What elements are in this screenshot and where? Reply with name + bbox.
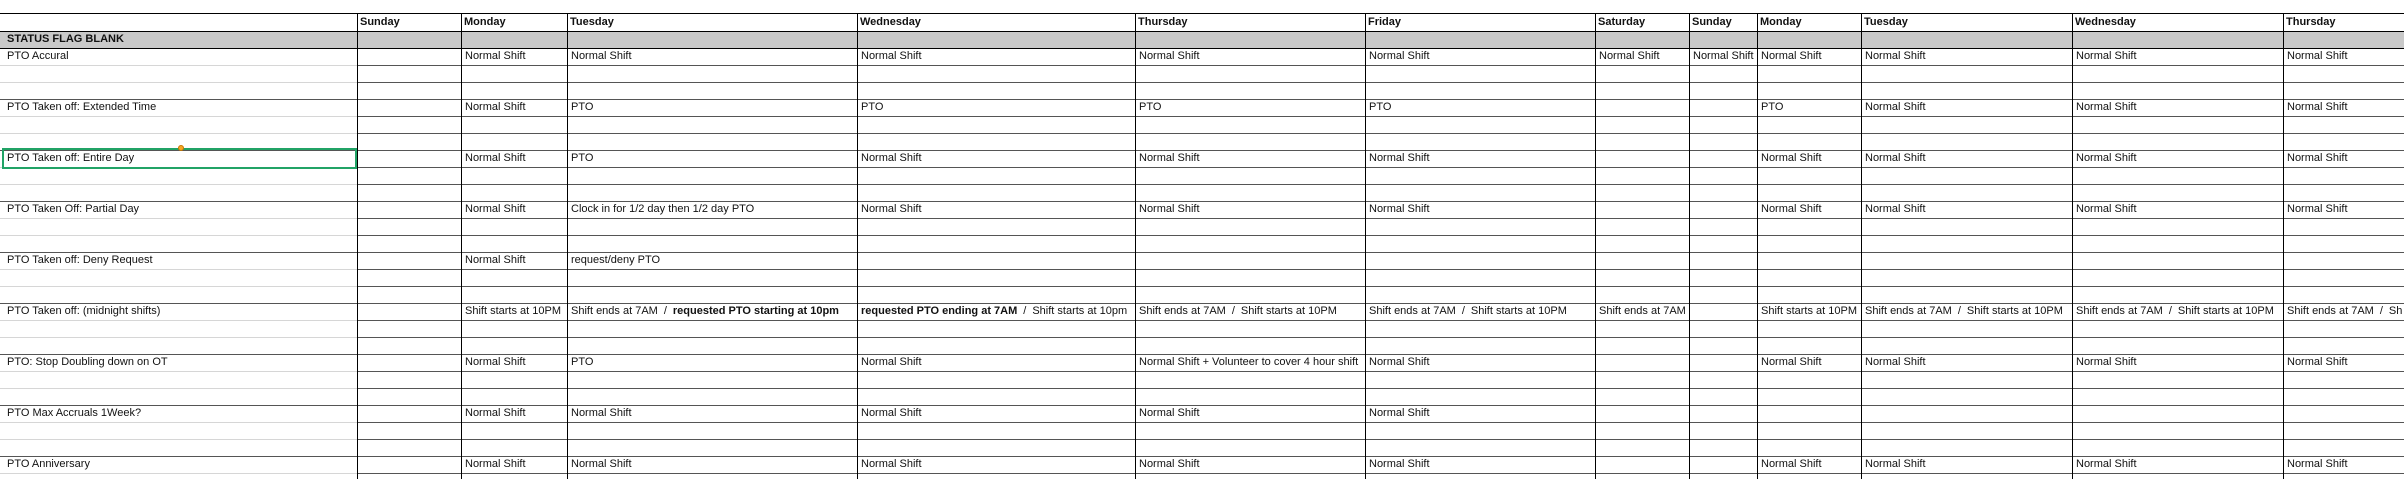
status-flag-label: STATUS FLAG BLANK [7, 33, 124, 45]
schedule-cell[interactable] [1690, 201, 1757, 218]
cell-text: Normal Shift [465, 203, 526, 215]
row-gridline [0, 184, 2404, 185]
schedule-cell[interactable] [2284, 150, 2404, 167]
label-gridline [0, 439, 357, 440]
cell-text: Normal Shift [2076, 356, 2137, 368]
row-gridline [0, 218, 2404, 219]
schedule-cell[interactable] [462, 150, 567, 167]
label-gridline [0, 133, 357, 134]
cell-text: Normal Shift [1369, 152, 1430, 164]
schedule-cell[interactable] [1862, 252, 2072, 269]
schedule-cell[interactable] [358, 354, 461, 371]
row-label[interactable]: PTO Max Accruals 1Week? [7, 407, 142, 419]
schedule-cell[interactable] [1862, 303, 2072, 320]
schedule-cell[interactable] [1862, 456, 2072, 473]
cell-text: Normal Shift [465, 101, 526, 113]
schedule-cell[interactable] [462, 252, 567, 269]
schedule-cell[interactable] [858, 201, 1135, 218]
schedule-cell[interactable] [462, 99, 567, 116]
day-header[interactable]: Saturday [1598, 16, 1646, 28]
schedule-cell[interactable] [358, 99, 461, 116]
schedule-cell[interactable] [1690, 456, 1757, 473]
cell-text: Normal Shift [465, 152, 526, 164]
schedule-cell[interactable] [1862, 150, 2072, 167]
schedule-cell[interactable] [1136, 150, 1365, 167]
schedule-cell[interactable] [1366, 354, 1595, 371]
cell-text: Normal Shift [465, 458, 526, 470]
row-gridline [0, 65, 2404, 66]
day-header[interactable]: Wednesday [860, 16, 921, 28]
day-header[interactable]: Thursday [2286, 16, 2336, 28]
row-gridline [0, 82, 2404, 83]
row-gridline [0, 235, 2404, 236]
schedule-cell[interactable] [2073, 201, 2283, 218]
schedule-cell[interactable] [1596, 150, 1689, 167]
cell-text: Normal Shift [1139, 458, 1200, 470]
day-header[interactable]: Wednesday [2075, 16, 2136, 28]
schedule-cell[interactable] [358, 303, 461, 320]
row-label[interactable]: PTO Taken off: Entire Day [7, 152, 135, 164]
schedule-cell[interactable] [1366, 150, 1595, 167]
row-label[interactable]: PTO Taken off: Extended Time [7, 101, 157, 113]
cell-text: PTO [571, 356, 594, 368]
schedule-cell[interactable] [1596, 405, 1689, 422]
schedule-cell[interactable] [1690, 303, 1757, 320]
schedule-cell[interactable] [2073, 150, 2283, 167]
schedule-cell[interactable] [1366, 303, 1595, 320]
row-label[interactable]: PTO Taken Off: Partial Day [7, 203, 140, 215]
status-band [0, 31, 2404, 48]
cell-text: Normal Shift [465, 50, 526, 62]
row-label[interactable]: PTO Taken off: (midnight shifts) [7, 305, 161, 317]
row-label[interactable]: PTO Taken off: Deny Request [7, 254, 153, 266]
schedule-cell[interactable] [1758, 252, 1861, 269]
schedule-cell[interactable] [358, 252, 461, 269]
schedule-cell[interactable] [462, 303, 567, 320]
separator: / [1023, 305, 1027, 317]
row-gridline [0, 337, 2404, 338]
label-gridline [0, 473, 357, 474]
schedule-cell[interactable] [858, 48, 1135, 65]
cell-text: Normal Shift [1865, 50, 1926, 62]
row-gridline [0, 13, 2404, 14]
schedule-cell[interactable] [1862, 99, 2072, 116]
schedule-cell[interactable] [1862, 354, 2072, 371]
cell-text: Normal Shift [2076, 152, 2137, 164]
row-gridline [0, 116, 2404, 117]
cell-text: Normal Shift [2287, 101, 2348, 113]
cell-text: Shift ends at 7AM [2287, 305, 2374, 317]
schedule-cell[interactable] [858, 99, 1135, 116]
schedule-cell[interactable] [1596, 354, 1689, 371]
cell-text: Normal Shift [2287, 152, 2348, 164]
cell-text: Normal Shift [1761, 458, 1822, 470]
cell-text: Normal Shift [1865, 203, 1926, 215]
day-header[interactable]: Sunday [1692, 16, 1732, 28]
cell-text: Normal Shift [1761, 203, 1822, 215]
schedule-cell[interactable] [2073, 405, 2283, 422]
cell-text: Clock in for 1/2 day then 1/2 day PTO [571, 203, 755, 215]
cell-text: Normal Shift [1761, 356, 1822, 368]
cell-text: Normal Shift [861, 152, 922, 164]
cell-text: Normal Shift [1865, 458, 1926, 470]
schedule-cell[interactable] [1136, 48, 1365, 65]
cell-text: Normal Shift [465, 407, 526, 419]
cell-text: Normal Shift [1865, 101, 1926, 113]
cell-text: Normal Shift [2287, 50, 2348, 62]
schedule-cell[interactable] [1136, 456, 1365, 473]
schedule-cell[interactable] [1136, 405, 1365, 422]
cell-text: Normal Shift [1599, 50, 1660, 62]
cell-text: Normal Shift [2076, 50, 2137, 62]
schedule-cell[interactable] [2073, 303, 2283, 320]
schedule-cell[interactable] [2073, 354, 2283, 371]
day-header[interactable]: Tuesday [570, 16, 614, 28]
schedule-cell[interactable] [1366, 456, 1595, 473]
schedule-cell[interactable] [462, 456, 567, 473]
label-gridline [0, 388, 357, 389]
row-gridline [0, 31, 2404, 32]
schedule-cell[interactable] [462, 48, 567, 65]
cell-text: Normal Shift [861, 50, 922, 62]
schedule-cell[interactable] [858, 456, 1135, 473]
schedule-cell[interactable] [2284, 303, 2404, 320]
schedule-cell[interactable] [1758, 405, 1861, 422]
schedule-cell[interactable] [2284, 48, 2404, 65]
cell-text: Sh [2388, 305, 2403, 317]
cell-text: Normal Shift + Volunteer to cover 4 hour shift [1139, 356, 1359, 368]
row-label[interactable]: PTO Accural [7, 50, 69, 62]
label-gridline [0, 65, 357, 66]
cell-text: Normal Shift [1369, 458, 1430, 470]
schedule-cell[interactable] [1136, 354, 1365, 371]
schedule-cell[interactable] [858, 303, 1135, 320]
cell-text: Normal Shift [861, 356, 922, 368]
day-header[interactable]: Tuesday [1864, 16, 1908, 28]
schedule-cell[interactable] [1136, 252, 1365, 269]
row-gridline [0, 371, 2404, 372]
cell-text: Normal Shift [1369, 407, 1430, 419]
cell-text: Normal Shift [2287, 356, 2348, 368]
schedule-cell[interactable] [462, 405, 567, 422]
cell-text: Shift starts at 10PM [465, 305, 561, 317]
schedule-cell[interactable] [858, 405, 1135, 422]
cell-text: Shift starts at 10PM [1761, 305, 1857, 317]
schedule-cell[interactable] [1862, 405, 2072, 422]
label-gridline [0, 218, 357, 219]
day-header[interactable]: Monday [464, 16, 506, 28]
schedule-cell[interactable] [1366, 405, 1595, 422]
cell-text: Normal Shift [1761, 152, 1822, 164]
cell-text: Normal Shift [861, 458, 922, 470]
schedule-cell[interactable] [568, 456, 857, 473]
cell-text: Normal Shift [2076, 458, 2137, 470]
schedule-cell[interactable] [1136, 99, 1365, 116]
cell-text: request/deny PTO [571, 254, 661, 266]
row-gridline [0, 422, 2404, 423]
cell-text: Shift starts at 10pm [1032, 305, 1128, 317]
cell-text: Shift starts at 10PM [1240, 305, 1337, 317]
row-gridline [0, 269, 2404, 270]
cell-text: Normal Shift [2287, 203, 2348, 215]
cell-text: requested PTO ending at 7AM [861, 305, 1018, 317]
label-gridline [0, 184, 357, 185]
schedule-cell[interactable] [1758, 201, 1861, 218]
day-header[interactable]: Friday [1368, 16, 1402, 28]
schedule-cell[interactable] [1862, 48, 2072, 65]
cell-text: PTO [1369, 101, 1392, 113]
cell-text: Normal Shift [465, 254, 526, 266]
schedule-cell[interactable] [2284, 201, 2404, 218]
cell-text: Shift ends at 7AM [1599, 305, 1686, 317]
separator: / [2168, 305, 2172, 317]
label-gridline [0, 371, 357, 372]
cell-text: Shift starts at 10PM [1966, 305, 2063, 317]
schedule-cell[interactable] [1366, 201, 1595, 218]
schedule-cell[interactable] [462, 354, 567, 371]
cell-text: requested PTO starting at 10pm [672, 305, 839, 317]
day-header[interactable]: Sunday [360, 16, 400, 28]
schedule-cell[interactable] [2073, 252, 2283, 269]
schedule-cell[interactable] [1596, 201, 1689, 218]
label-gridline [0, 269, 357, 270]
schedule-cell[interactable] [1758, 303, 1861, 320]
schedule-cell[interactable] [2284, 354, 2404, 371]
schedule-cell[interactable] [1690, 150, 1757, 167]
separator: / [1957, 305, 1961, 317]
schedule-cell[interactable] [1366, 252, 1595, 269]
schedule-cell[interactable] [858, 252, 1135, 269]
separator: / [2379, 305, 2383, 317]
schedule-cell[interactable] [2073, 456, 2283, 473]
cell-text: Normal Shift [465, 356, 526, 368]
schedule-cell[interactable] [1758, 456, 1861, 473]
schedule-cell[interactable] [2284, 99, 2404, 116]
cell-text: Normal Shift [2076, 203, 2137, 215]
schedule-cell[interactable] [2284, 252, 2404, 269]
schedule-cell[interactable] [568, 99, 857, 116]
schedule-cell[interactable] [1596, 48, 1689, 65]
cell-text: Shift ends at 7AM [1865, 305, 1952, 317]
cell-text: Normal Shift [571, 407, 632, 419]
separator: / [1461, 305, 1465, 317]
schedule-cell[interactable] [568, 201, 857, 218]
schedule-cell[interactable] [358, 150, 461, 167]
schedule-cell[interactable] [1690, 48, 1757, 65]
schedule-cell[interactable] [1596, 99, 1689, 116]
schedule-cell[interactable] [568, 252, 857, 269]
schedule-cell[interactable] [2284, 405, 2404, 422]
row-label[interactable]: PTO Anniversary [7, 458, 90, 470]
row-gridline [0, 133, 2404, 134]
schedule-cell[interactable] [1862, 201, 2072, 218]
cell-text: Normal Shift [1369, 203, 1430, 215]
cell-text: Normal Shift [1693, 50, 1754, 62]
schedule-cell[interactable] [1596, 252, 1689, 269]
cell-text: PTO [1761, 101, 1784, 113]
cell-text: PTO [861, 101, 884, 113]
schedule-cell[interactable] [1758, 150, 1861, 167]
label-gridline [0, 422, 357, 423]
schedule-cell[interactable] [1136, 201, 1365, 218]
cell-text: Shift ends at 7AM [2076, 305, 2163, 317]
cell-text: Normal Shift [571, 458, 632, 470]
row-gridline [0, 286, 2404, 287]
schedule-cell[interactable] [1690, 252, 1757, 269]
day-header[interactable]: Monday [1760, 16, 1802, 28]
schedule-cell[interactable] [568, 48, 857, 65]
cell-text: Normal Shift [1865, 152, 1926, 164]
schedule-cell[interactable] [568, 303, 857, 320]
cell-text: PTO [1139, 101, 1162, 113]
row-gridline [0, 473, 2404, 474]
schedule-cell[interactable] [568, 405, 857, 422]
row-gridline [0, 167, 2404, 168]
schedule-cell[interactable] [1758, 99, 1861, 116]
cell-text: PTO [571, 152, 594, 164]
cell-text: Normal Shift [1761, 50, 1822, 62]
cell-text: Normal Shift [571, 50, 632, 62]
cell-text: Normal Shift [861, 407, 922, 419]
schedule-cell[interactable] [358, 201, 461, 218]
cell-text: Normal Shift [1139, 203, 1200, 215]
label-gridline [0, 286, 357, 287]
cell-text: Normal Shift [1139, 407, 1200, 419]
label-gridline [0, 337, 357, 338]
schedule-cell[interactable] [462, 201, 567, 218]
schedule-cell[interactable] [568, 150, 857, 167]
schedule-cell[interactable] [858, 354, 1135, 371]
schedule-cell[interactable] [2073, 48, 2283, 65]
schedule-cell[interactable] [1596, 303, 1689, 320]
cell-text: Normal Shift [1369, 356, 1430, 368]
label-gridline [0, 235, 357, 236]
schedule-cell[interactable] [1690, 354, 1757, 371]
label-gridline [0, 320, 357, 321]
cell-text: Normal Shift [1369, 50, 1430, 62]
schedule-cell[interactable] [1758, 48, 1861, 65]
schedule-cell[interactable] [858, 150, 1135, 167]
cell-text: Shift ends at 7AM [1139, 305, 1226, 317]
schedule-cell[interactable] [358, 456, 461, 473]
separator: / [663, 305, 667, 317]
schedule-cell[interactable] [1596, 456, 1689, 473]
schedule-cell[interactable] [2284, 456, 2404, 473]
row-gridline [0, 388, 2404, 389]
cell-text: Shift starts at 10PM [2177, 305, 2274, 317]
selection-handle[interactable] [178, 145, 184, 151]
separator: / [1231, 305, 1235, 317]
day-header[interactable]: Thursday [1138, 16, 1188, 28]
cell-text: Shift starts at 10PM [1470, 305, 1567, 317]
cell-text: Normal Shift [2287, 458, 2348, 470]
cell-text: Normal Shift [1865, 356, 1926, 368]
cell-text: Shift ends at 7AM [1369, 305, 1456, 317]
schedule-cell[interactable] [1366, 99, 1595, 116]
schedule-cell[interactable] [1690, 405, 1757, 422]
schedule-cell[interactable] [358, 48, 461, 65]
cell-text: Normal Shift [1139, 50, 1200, 62]
row-gridline [0, 439, 2404, 440]
schedule-cell[interactable] [1366, 48, 1595, 65]
row-gridline [0, 320, 2404, 321]
schedule-cell[interactable] [358, 405, 461, 422]
cell-text: Shift ends at 7AM [571, 305, 658, 317]
cell-text: Normal Shift [1139, 152, 1200, 164]
schedule-cell[interactable] [568, 354, 857, 371]
label-gridline [0, 116, 357, 117]
schedule-cell[interactable] [2073, 99, 2283, 116]
label-gridline [0, 82, 357, 83]
schedule-cell[interactable] [1758, 354, 1861, 371]
schedule-cell[interactable] [1136, 303, 1365, 320]
cell-text: Normal Shift [2076, 101, 2137, 113]
row-label[interactable]: PTO: Stop Doubling down on OT [7, 356, 168, 368]
cell-text: PTO [571, 101, 594, 113]
schedule-cell[interactable] [1690, 99, 1757, 116]
cell-text: Normal Shift [861, 203, 922, 215]
cell-selection[interactable] [2, 148, 357, 169]
